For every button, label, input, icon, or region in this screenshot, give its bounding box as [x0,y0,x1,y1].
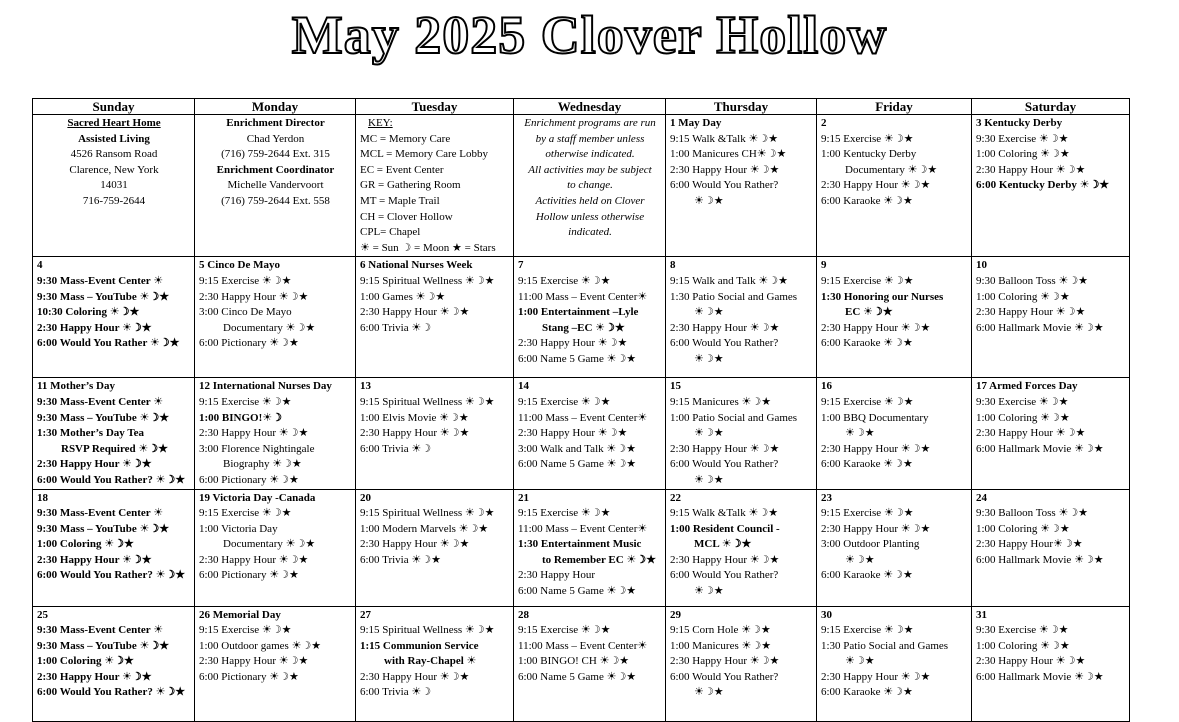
day-heading: 6 National Nurses Week [360,259,473,272]
activity-line: 6:00 Would You Rather? [670,670,779,683]
activity-line: 9:15 Exercise ☀☽★ [821,132,914,145]
day-cell-may-27 [356,606,514,721]
activity-line: 1:00 Manicures CH☀☽★ [670,148,787,161]
day-header-sunday: Sunday [33,99,195,115]
activity-line: 1:00 Kentucky Derby [821,148,917,161]
activity-line: 6:00 Would You Rather? [670,337,779,350]
notice-line: All activities may be subject [528,163,652,176]
activity-line: 9:15 Spiritual Wellness ☀☽★ [360,507,495,520]
activity-line: 2:30 Happy Hour ☀☽★ [670,321,780,334]
activity-line: 6:00 Pictionary ☀☽★ [199,569,299,582]
activity-line: 9:15 Corn Hole ☀☽★ [670,624,771,637]
activity-line: 2:30 Happy Hour ☀☽★ [670,442,780,455]
day-cell-may-16 [817,378,972,489]
activity-line: ☀☽★ [694,585,724,598]
activity-line: 9:15 Exercise ☀☽★ [518,624,611,637]
activity-line: MCL ☀☽★ [694,538,752,551]
activity-line: 2:30 Happy Hour ☀☽★ [360,306,470,319]
activity-line: 1:00 Outdoor games ☀☽★ [199,639,322,652]
activity-line: 1:00 Coloring ☀☽★ [976,148,1070,161]
page-title: May 2025 Clover Hollow [291,5,888,65]
activity-line: 2:30 Happy Hour ☀☽★ [199,290,309,303]
activity-line: 9:15 Exercise ☀☽★ [199,274,292,287]
activity-line: 11:00 Mass – Event Center☀ [518,411,648,424]
activity-line: 1:00 Coloring ☀☽★ [37,538,134,551]
activity-line: ☀☽★ [694,427,724,440]
activity-line: 1:00 Elvis Movie ☀☽★ [360,411,469,424]
day-cell-may-31 [972,606,1130,721]
week-row [33,115,1130,257]
activity-line: 2:30 Happy Hour ☀☽★ [37,670,152,683]
facility-subtitle: Assisted Living [78,132,150,145]
activity-line: 9:15 Walk and Talk ☀☽★ [670,274,788,287]
activity-line: 6:00 Would You Rather? ☀☽★ [37,569,186,582]
contact-name: Chad Yerdon [246,132,305,145]
activity-line: 9:30 Mass – YouTube ☀☽★ [37,639,170,652]
notice-line: by a staff member unless [535,132,645,145]
notice-line: otherwise indicated. [545,148,635,161]
activity-line: 10:30 Coloring ☀☽★ [37,306,140,319]
activity-line: ☀☽★ [694,352,724,365]
day-cell-may-26 [195,606,356,721]
day-cell-may-29 [666,606,817,721]
facility-zip: 14031 [100,179,128,192]
activity-line: 2:30 Happy Hour ☀☽★ [821,670,931,683]
activity-line: 6:00 Karaoke ☀☽★ [821,337,913,350]
activity-line: 9:30 Balloon Toss ☀☽★ [976,274,1089,287]
contact-title: Enrichment Coordinator [216,163,335,176]
activity-line: 9:30 Mass-Event Center ☀ [37,274,164,287]
day-heading: 11 Mother’s Day [37,380,115,393]
day-cell-may-10 [972,257,1130,378]
week-row [33,489,1130,606]
activity-line: 1:00 BINGO!☀☽ [199,411,282,424]
activity-line: 6:00 Karaoke ☀☽★ [821,458,913,471]
activity-line: Documentary ☀☽★ [223,321,316,334]
day-cell-may-28 [514,606,666,721]
day-cell-may-23 [817,489,972,606]
activity-line: 6:00 Kentucky Derby ☀☽★ [976,179,1110,192]
day-cell-may-7 [514,257,666,378]
activity-line: 1:00 BBQ Documentary [821,411,929,424]
activity-line: 2:30 Happy Hour ☀☽★ [670,163,780,176]
activity-line: 2:30 Happy Hour ☀☽★ [976,306,1086,319]
activity-line: 2:30 Happy Hour ☀☽★ [821,522,931,535]
activity-line: Documentary ☀☽★ [845,163,938,176]
activity-line: 1:30 Patio Social and Games [821,639,949,652]
day-heading: 3 Kentucky Derby [976,117,1063,129]
key-line: ☀ = Sun ☽ = Moon ★ = Stars [360,241,496,254]
contact-title: Enrichment Director [226,117,325,129]
calendar-grid [32,98,1130,722]
activity-line: 9:30 Exercise ☀☽★ [976,624,1069,637]
activity-line: to Remember EC ☀☽★ [542,553,656,566]
day-header-saturday: Saturday [972,99,1130,115]
activity-line: 9:30 Exercise ☀☽★ [976,395,1069,408]
activity-line: 1:00 Patio Social and Games [670,411,798,424]
activity-line: 6:00 Name 5 Game ☀☽★ [518,585,637,598]
day-cell-may-1 [666,115,817,257]
day-header-tuesday: Tuesday [356,99,514,115]
activity-line: 3:00 Florence Nightingale [199,442,315,455]
activity-line: Biography ☀☽★ [223,458,302,471]
activity-line: 6:00 Pictionary ☀☽★ [199,337,299,350]
activity-line: 1:00 Resident Council - [670,522,780,535]
day-heading: 19 Victoria Day -Canada [199,491,316,504]
day-cell-may-18 [33,489,195,606]
activity-line: with Ray-Chapel ☀ [384,655,477,668]
activity-line: 2:30 Happy Hour ☀☽★ [360,670,470,683]
week-row [33,257,1130,378]
notice-line: Activities held on Clover [535,194,645,207]
activity-line: ☀☽★ [845,553,875,566]
key-line: EC = Event Center [360,163,444,176]
key-line: CH = Clover Hollow [360,210,453,223]
activity-line: 6:00 Would You Rather? [670,458,779,471]
day-heading: 20 [360,491,371,504]
day-heading: 4 [37,259,43,272]
notice-line: to change. [567,179,613,192]
day-cell-may-9 [817,257,972,378]
activity-line: 2:30 Happy Hour ☀☽★ [670,553,780,566]
facility-phone: 716-759-2644 [82,194,146,207]
key-heading: KEY: [368,117,393,129]
activity-line: 6:00 Would You Rather? ☀☽★ [37,686,186,699]
activity-line: 9:30 Mass – YouTube ☀☽★ [37,522,170,535]
day-cell-may-24 [972,489,1130,606]
activity-line: 1:00 Coloring ☀☽★ [976,639,1070,652]
activity-line: 11:00 Mass – Event Center☀ [518,639,648,652]
day-cell-may-4 [33,257,195,378]
activity-line: 6:00 Pictionary ☀☽★ [199,670,299,683]
activity-line: 2:30 Happy Hour ☀☽★ [821,321,931,334]
activity-line: 9:15 Manicures ☀☽★ [670,395,772,408]
activity-line: 2:30 Happy Hour ☀☽★ [670,655,780,668]
activity-line: 9:15 Exercise ☀☽★ [199,624,292,637]
day-heading: 13 [360,380,371,393]
day-heading: 12 International Nurses Day [199,380,332,393]
activity-line: 6:00 Trivia ☀☽★ [360,553,441,566]
day-heading: 10 [976,259,987,272]
key-line: GR = Gathering Room [360,179,461,192]
day-cell-may-21 [514,489,666,606]
activity-line: 2:30 Happy Hour ☀☽★ [821,442,931,455]
activity-line: 9:30 Mass-Event Center ☀ [37,624,164,637]
day-cell-may-20 [356,489,514,606]
activity-line: 9:15 Spiritual Wellness ☀☽★ [360,274,495,287]
activity-line: 2:30 Happy Hour ☀☽★ [37,553,152,566]
facility-address-line: 4526 Ransom Road [70,148,158,161]
activity-line: 1:30 Patio Social and Games [670,290,798,303]
day-heading: 26 Memorial Day [199,608,281,621]
activity-line: 1:00 Coloring ☀☽★ [976,522,1070,535]
notice-line: Enrichment programs are run [524,117,656,129]
activity-line: 6:00 Trivia ☀☽ [360,442,432,455]
activity-line: ☀☽★ [845,655,875,668]
day-cell-may-3 [972,115,1130,257]
activity-line: 9:30 Mass – YouTube ☀☽★ [37,290,170,303]
activity-line: 2:30 Happy Hour ☀☽★ [518,337,628,350]
notice-cell [514,115,666,257]
activity-line: 9:15 Exercise ☀☽★ [518,507,611,520]
activity-line: 2:30 Happy Hour ☀☽★ [976,163,1086,176]
week-row [33,606,1130,721]
activity-line: 9:30 Mass-Event Center ☀ [37,507,164,520]
day-heading: 21 [518,491,529,504]
day-heading: 23 [821,491,832,504]
activity-line: 2:30 Happy Hour ☀☽★ [37,458,152,471]
activity-line: 2:30 Happy Hour ☀☽★ [199,427,309,440]
activity-line: ☀☽★ [694,194,724,207]
notice-line: Hollow unless otherwise [535,210,645,223]
activity-line: 6:00 Name 5 Game ☀☽★ [518,670,637,683]
activity-line: 9:15 Exercise ☀☽★ [821,395,914,408]
day-cell-may-30 [817,606,972,721]
activity-line: 1:00 Entertainment –Lyle [518,306,639,319]
activity-line: 6:00 Would You Rather? [670,179,779,192]
day-heading: 8 [670,259,676,272]
facility-name: Sacred Heart Home [67,117,161,129]
activity-line: 2:30 Happy Hour ☀☽★ [360,427,470,440]
activity-line: 6:00 Karaoke ☀☽★ [821,686,913,699]
activity-line: 9:15 Spiritual Wellness ☀☽★ [360,395,495,408]
week-row [33,378,1130,489]
day-header-thursday: Thursday [666,99,817,115]
day-heading: 27 [360,608,371,621]
activity-line: 2:30 Happy Hour ☀☽★ [360,538,470,551]
activity-line: 9:15 Exercise ☀☽★ [199,395,292,408]
activity-line: 1:00 Victoria Day [199,522,278,535]
activity-line: 9:30 Balloon Toss ☀☽★ [976,507,1089,520]
day-heading: 28 [518,608,529,621]
day-cell-may-11 [33,378,195,489]
day-heading: 2 [821,117,827,129]
activity-line: ☀☽★ [845,427,875,440]
activity-line: ☀☽★ [694,306,724,319]
day-heading: 31 [976,608,987,621]
activity-line: 6:00 Would You Rather? ☀☽★ [37,473,186,486]
activity-line: 1:30 Mother’s Day Tea [37,427,145,440]
key-line: CPL= Chapel [360,226,421,239]
activity-line: ☀☽★ [694,686,724,699]
day-cell-may-17 [972,378,1130,489]
activity-line: Stang –EC ☀☽★ [542,321,625,334]
day-heading: 15 [670,380,681,393]
day-heading: 17 Armed Forces Day [976,380,1078,393]
day-cell-may-5 [195,257,356,378]
activity-line: 9:15 Walk &Talk ☀☽★ [670,132,779,145]
facility-info-cell [33,115,195,257]
day-cell-may-15 [666,378,817,489]
day-heading: 25 [37,608,48,621]
activity-line: Documentary ☀☽★ [223,538,316,551]
activity-line: 9:15 Exercise ☀☽★ [821,274,914,287]
weekday-header-row [33,99,1130,115]
activity-line: 6:00 Name 5 Game ☀☽★ [518,352,637,365]
day-heading: 18 [37,491,48,504]
legend-key-cell [356,115,514,257]
activity-line: 11:00 Mass – Event Center☀ [518,290,648,303]
activity-line: 1:15 Communion Service [360,639,479,652]
notice-line: indicated. [568,226,612,239]
activity-line: 6:00 Karaoke ☀☽★ [821,569,913,582]
day-cell-may-12 [195,378,356,489]
activity-line: EC ☀☽★ [845,306,893,319]
day-heading: 22 [670,491,681,504]
activity-line: 6:00 Would You Rather? [670,569,779,582]
activity-line: 2:30 Happy Hour [518,569,595,582]
contact-name: Michelle Vandervoort [227,179,324,192]
activity-line: 1:00 Manicures ☀☽★ [670,639,772,652]
activity-line: 2:30 Happy Hour ☀☽★ [199,553,309,566]
activity-line: 9:15 Exercise ☀☽★ [518,274,611,287]
activity-line: 11:00 Mass – Event Center☀ [518,522,648,535]
activity-line: 1:00 Coloring ☀☽★ [37,655,134,668]
day-cell-may-2 [817,115,972,257]
activity-line: 1:00 Coloring ☀☽★ [976,411,1070,424]
key-line: MCL = Memory Care Lobby [360,148,488,161]
activity-line: 1:00 Games ☀☽★ [360,290,446,303]
day-header-monday: Monday [195,99,356,115]
activity-line: 1:00 Coloring ☀☽★ [976,290,1070,303]
activity-line: RSVP Required ☀☽★ [61,442,169,455]
activity-line: 6:00 Pictionary ☀☽★ [199,473,299,486]
activity-line: 6:00 Hallmark Movie ☀☽★ [976,670,1104,683]
activity-line: 1:30 Honoring our Nurses [821,290,944,303]
activity-line: 3:00 Cinco De Mayo [199,306,292,319]
activity-line: 9:15 Exercise ☀☽★ [518,395,611,408]
day-cell-may-13 [356,378,514,489]
activity-line: 2:30 Happy Hour ☀☽★ [976,427,1086,440]
day-cell-may-14 [514,378,666,489]
facility-address-line: Clarence, New York [69,163,159,176]
day-cell-may-22 [666,489,817,606]
activity-line: 6:00 Hallmark Movie ☀☽★ [976,442,1104,455]
activity-line: 1:00 Modern Marvels ☀☽★ [360,522,489,535]
activity-line: 6:00 Karaoke ☀☽★ [821,194,913,207]
activity-line: 9:30 Mass – YouTube ☀☽★ [37,411,170,424]
day-heading: 7 [518,259,524,272]
activity-line: 6:00 Name 5 Game ☀☽★ [518,458,637,471]
day-heading: 29 [670,608,681,621]
activity-line: 2:30 Happy Hour☀☽★ [976,538,1083,551]
activity-line: 6:00 Hallmark Movie ☀☽★ [976,321,1104,334]
day-heading: 1 May Day [670,117,722,129]
activity-line: 9:15 Walk &Talk ☀☽★ [670,507,779,520]
day-heading: 9 [821,259,827,272]
day-heading: 30 [821,608,832,621]
day-heading: 14 [518,380,529,393]
activity-line: 1:30 Entertainment Music [518,538,642,551]
activity-line: 6:00 Trivia ☀☽ [360,321,432,334]
activity-line: 1:00 BINGO! CH ☀☽★ [518,655,630,668]
activity-line: 9:15 Spiritual Wellness ☀☽★ [360,624,495,637]
day-cell-may-6 [356,257,514,378]
activity-line: 2:30 Happy Hour ☀☽★ [37,321,152,334]
activity-line: 2:30 Happy Hour ☀☽★ [976,655,1086,668]
activity-line: 2:30 Happy Hour ☀☽★ [199,655,309,668]
day-header-friday: Friday [817,99,972,115]
day-heading: 5 Cinco De Mayo [199,259,280,272]
activity-line: 9:15 Exercise ☀☽★ [821,507,914,520]
day-header-wednesday: Wednesday [514,99,666,115]
activity-line: 2:30 Happy Hour ☀☽★ [518,427,628,440]
activity-line: 2:30 Happy Hour ☀☽★ [821,179,931,192]
activity-line: 9:15 Exercise ☀☽★ [199,507,292,520]
activity-line: 9:30 Mass-Event Center ☀ [37,395,164,408]
day-heading: 16 [821,380,832,393]
enrichment-contacts-cell [195,115,356,257]
day-cell-may-19 [195,489,356,606]
day-cell-may-8 [666,257,817,378]
contact-phone: (716) 759-2644 Ext. 315 [221,148,330,161]
activity-line: 9:30 Exercise ☀☽★ [976,132,1069,145]
day-heading: 24 [976,491,987,504]
contact-phone: (716) 759-2644 Ext. 558 [221,194,330,207]
activity-line: 6:00 Trivia ☀☽ [360,686,432,699]
key-line: MT = Maple Trail [360,194,440,207]
activity-line: 3:00 Outdoor Planting [821,538,920,551]
activity-line: 6:00 Would You Rather ☀☽★ [37,337,180,350]
key-line: MC = Memory Care [360,132,451,145]
activity-line: 9:15 Exercise ☀☽★ [821,624,914,637]
activity-line: 3:00 Walk and Talk ☀☽★ [518,442,636,455]
activity-line: 6:00 Hallmark Movie ☀☽★ [976,553,1104,566]
day-cell-may-25 [33,606,195,721]
activity-line: ☀☽★ [694,473,724,486]
